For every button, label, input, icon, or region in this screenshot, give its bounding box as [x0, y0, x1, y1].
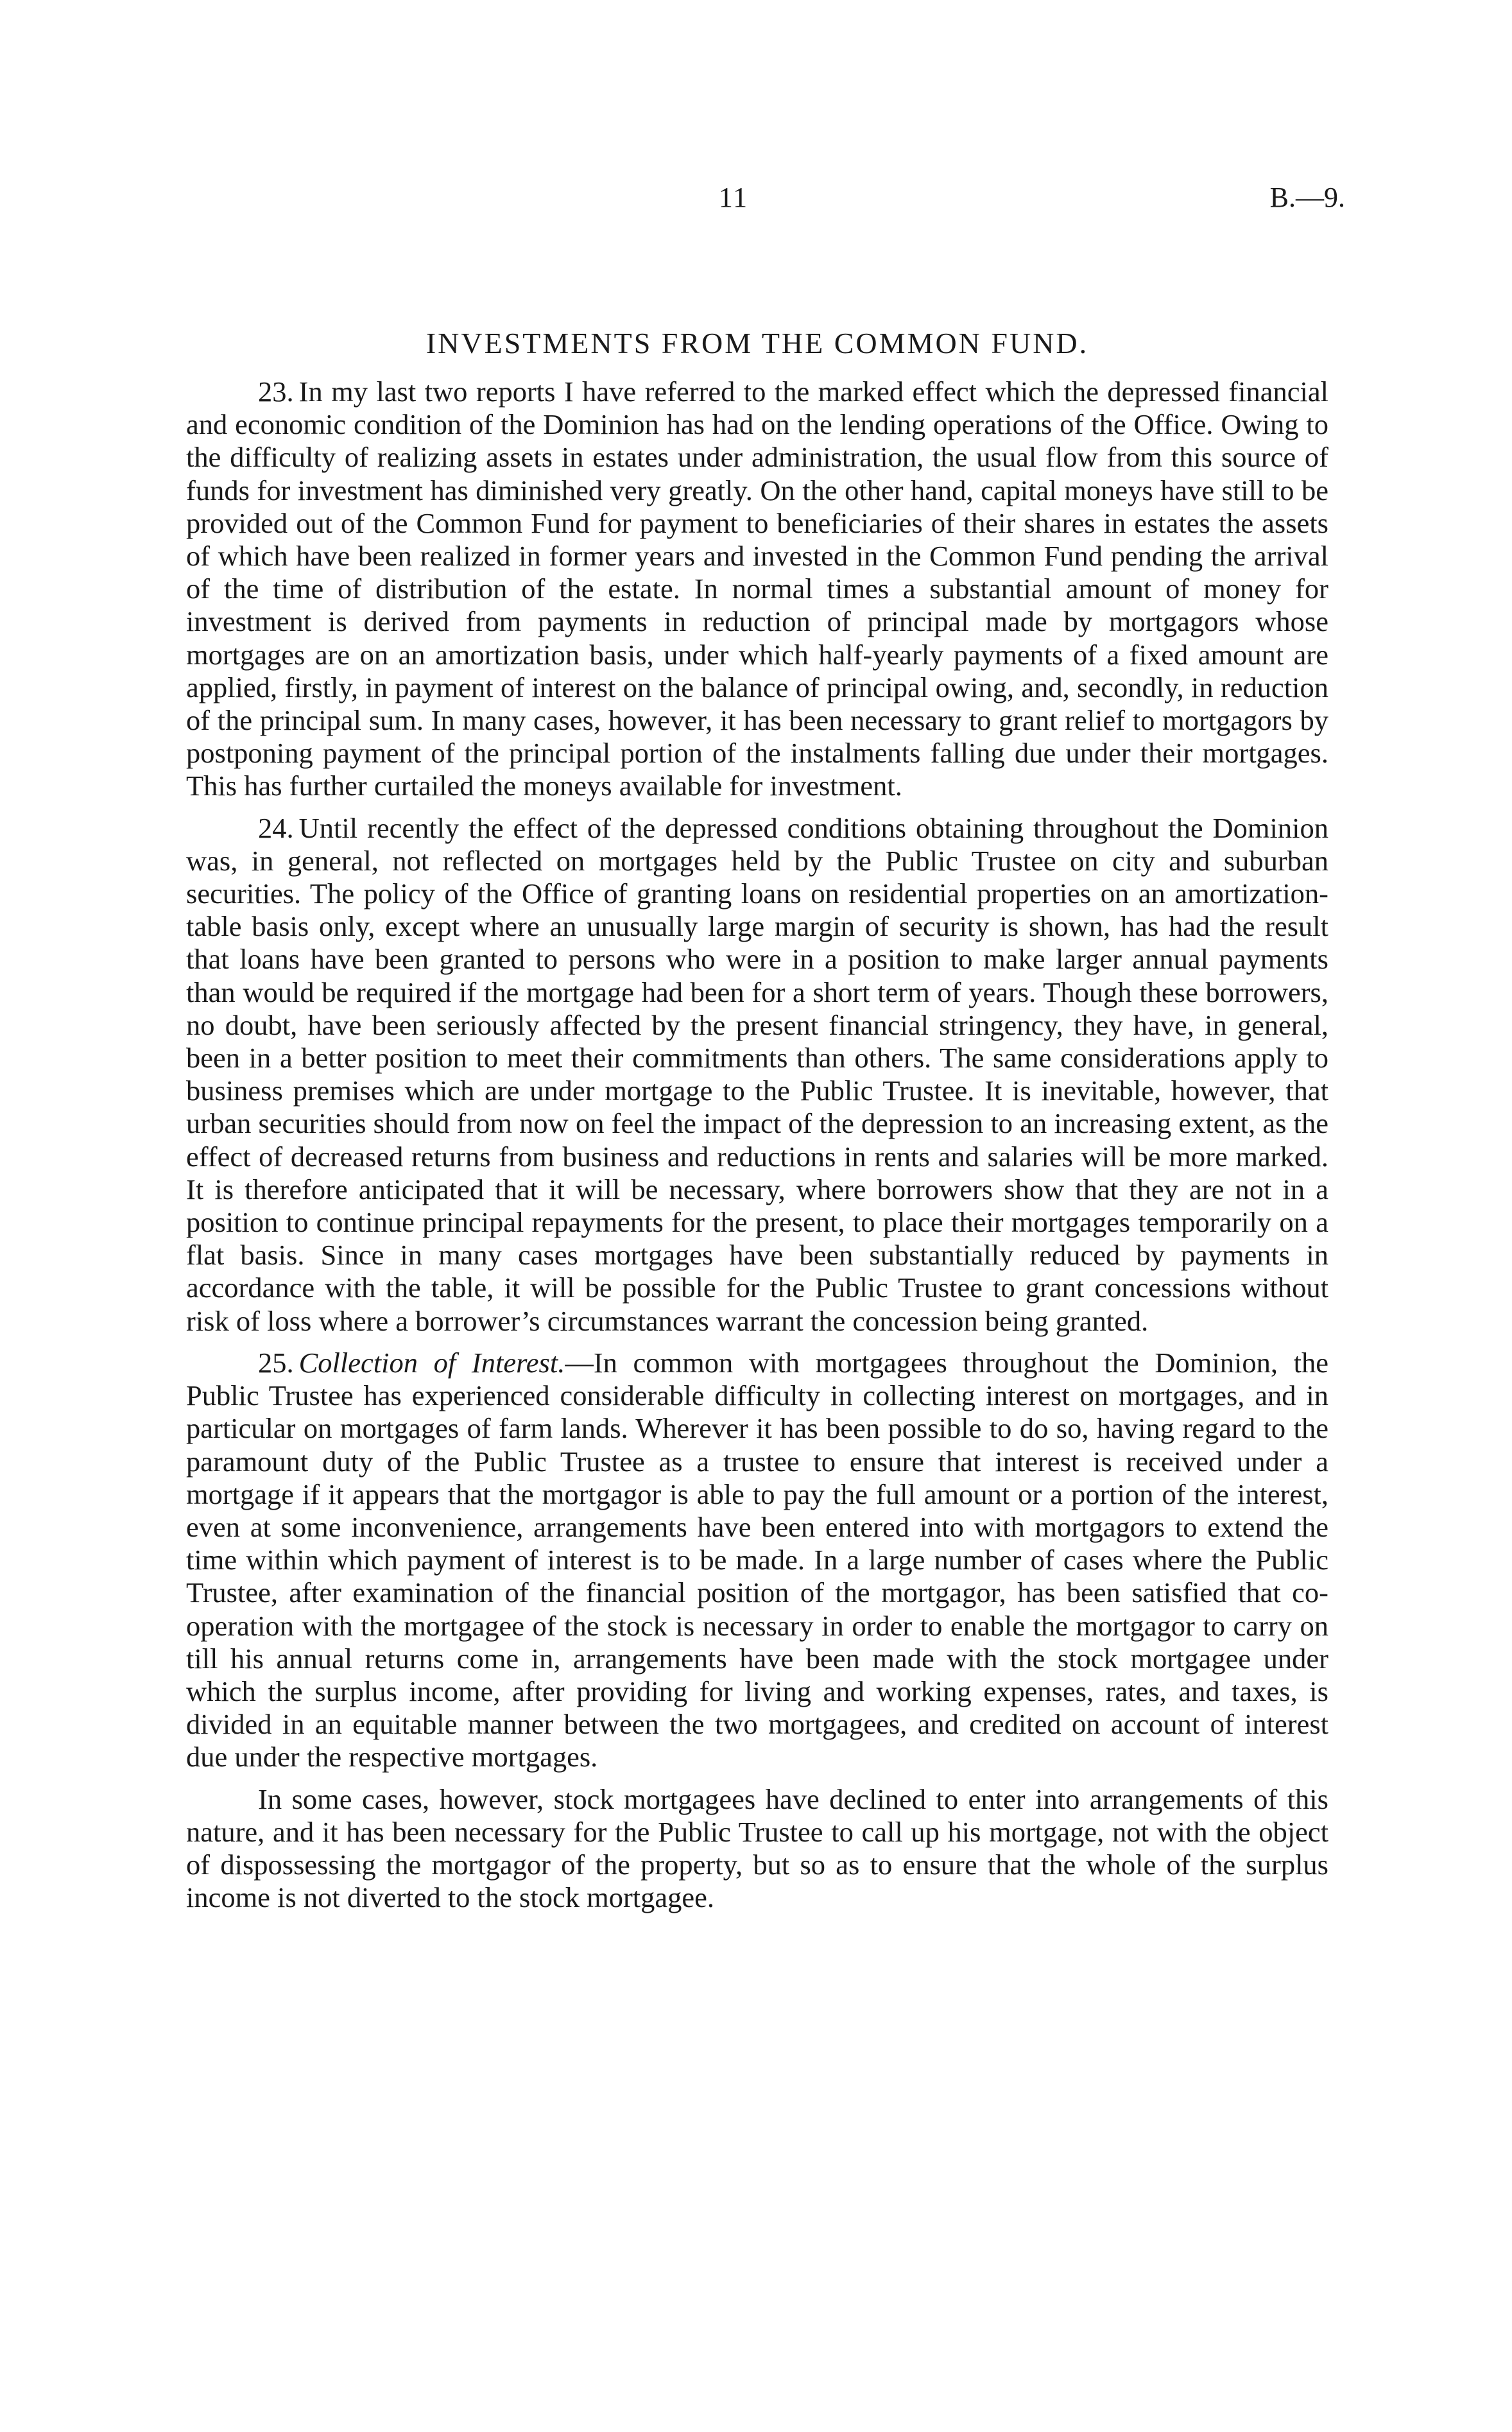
body-text — [186, 375, 1328, 1923]
paragraph-text: In some cases, however, stock mortgagees have declined to enter into arrangements of this nature, and it has been necessary for the Public Trustee to call up his mortgage, not with the object of dispossessing the mortgagor of the property, but so as to ensure that the whole of the surplus income is not diverted to the stock mortgagee. — [186, 1782, 1328, 1914]
paragraph-text: Until recently the effect of the depressed conditions obtaining throughout the Dominion was, in general, not reflected on mortgages held by the Public Trustee on city and suburban securities. The policy of the Office of granting loans on residential properties on an amortization-table basis only, except where an unusually large margin of security is shown, has had the result that loans have been granted to persons who were in a position to make larger annual payments than would be required if the mortgage had been for a short term of years. Though these borrowers, no doubt, have been seriously affected by the present financial stringency, they have, in general, been in a better position to meet their commitments than others. The same considerations apply to business premises which are under mortgage to the Public Trustee. It is inevitable, however, that urban securities should from now on feel the impact of the depression to an increasing extent, as the effect of decreased returns from business and reductions in rents and salaries will be more marked. It is therefore anticipated that it will be necessary, where borrowers show that they are not in a position to continue principal repayments for the present, to place their mortgages temporarily on a flat basis. Since in many cases mortgages have been substantially reduced by payments in accordance with the table, it will be possible for the Public Trustee to grant concessions without risk of loss where a borrower’s circumstances warrant the concession being granted. — [186, 811, 1328, 1337]
paragraph-25 — [186, 1347, 1328, 1774]
paragraph-continuation — [186, 1783, 1328, 1915]
paragraph-23 — [186, 375, 1328, 803]
paragraph-24 — [186, 812, 1328, 1338]
paragraph-caption: Collection of Interest. — [298, 1346, 565, 1379]
paragraph-number: 25. — [258, 1346, 294, 1379]
paragraph-number: 24. — [258, 811, 294, 844]
section-title: INVESTMENTS FROM THE COMMON FUND. — [425, 327, 1089, 359]
document-reference: B.—9. — [1269, 182, 1345, 213]
paragraph-text: —In common with mortgagees throughout the Dominion, the Public Trustee has experienced considerable difficulty in collecting interest on mortgages, and in particular on mortgages of farm lands. Wherever it has been possible to do so, having regard to the paramount duty of the Public Trustee as a trustee to ensure that interest is received under a mortgage if it appears that the mortgagor is able to pay the full amount or a portion of the interest, even at some inconvenience, arrangements have been entered into with mortgagors to extend the time within which payment of interest is to be made. In a large number of cases where the Public Trustee, after examination of the financial position of the mortgagor, has been satisfied that co-operation with the mortgagee of the stock is necessary in order to enable the mortgagor to carry on till his annual returns come in, arrangements have been made with the stock mortgagee under which the surplus income, after providing for living and working expenses, rates, and taxes, is divided in an equitable manner between the two mortgagees, and credited on account of interest due under the respective mortgages. — [186, 1346, 1328, 1773]
paragraph-number: 23. — [258, 375, 294, 408]
page-number: 11 — [718, 182, 749, 213]
paragraph-text: In my last two reports I have referred to the marked effect which the depressed financial and economic condition of the Dominion has had on the lending operations of the Office. Owing to the difficulty of realizing assets in estates under administration, the usual flow from this source of funds for investment has diminished very greatly. On the other hand, capital moneys have still to be provided out of the Common Fund for payment to beneficiaries of their shares in estates the assets of which have been realized in former years and invested in the Common Fund pending the arrival of the time of distribution of the estate. In normal times a substantial amount of money for investment is derived from payments in reduction of principal made by mortgagors whose mortgages are on an amortization basis, under which half-yearly payments of a fixed amount are applied, firstly, in payment of interest on the balance of principal owing, and, secondly, in reduction of the principal sum. In many cases, however, it has been necessary to grant relief to mortgagors by postponing payment of the principal portion of the instalments falling due under their mortgages. This has further curtailed the moneys available for investment. — [186, 375, 1328, 802]
